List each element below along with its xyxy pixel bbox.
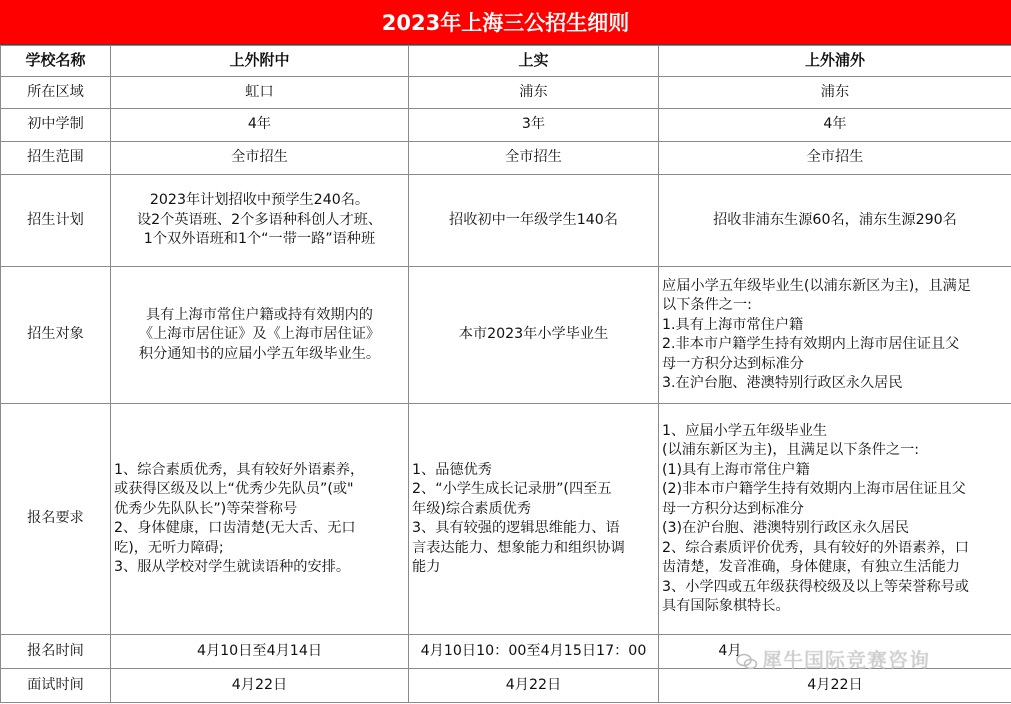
cell-scope-2: 全市招生: [409, 142, 659, 175]
text-line: 2、“小学生成长记录册”(四至五: [412, 481, 612, 497]
cell-requirements-1: [111, 404, 409, 635]
text-line: 母一方积分达到标准分: [662, 355, 804, 372]
row-area: [1, 77, 1011, 109]
row-target: [1, 267, 1011, 404]
text-line: (1)具有上海市常住户籍: [662, 461, 810, 478]
sheet-title: 2023年上海三公招生细则: [0, 0, 1011, 45]
header-school-name: 学校名称: [1, 46, 111, 77]
label-plan: 招生计划: [1, 175, 111, 267]
header-school-3: 上外浦外: [659, 46, 1011, 77]
row-plan: [1, 175, 1011, 267]
cell-scope-3: 全市招生: [659, 142, 1011, 175]
text-line: 1、应届小学五年级毕业生: [662, 422, 828, 439]
text-line: 1.具有上海市常住户籍: [662, 316, 804, 333]
text-line: 或获得区级及以上“优秀少先队员”(或": [114, 481, 354, 497]
cell-requirements-2: [409, 404, 659, 635]
cell-years-1: 4年: [111, 109, 409, 142]
text-line: 以下条件之一:: [662, 297, 752, 313]
text-line: 应届小学五年级毕业生(以浦东新区为主)，且满足: [662, 277, 972, 294]
text-line: 1、品德优秀: [412, 461, 492, 478]
watermark-text: 犀牛国际竞赛咨询: [762, 648, 930, 672]
text-line: 设2个英语班、2个多语种科创人才班、: [136, 211, 383, 228]
cell-target-1: [111, 267, 409, 404]
label-scope: 招生范围: [1, 142, 111, 175]
cell-plan-2: 招收初中一年级学生140名: [409, 175, 659, 267]
text-line: 母一方积分达到标准分: [662, 500, 804, 517]
cell-years-3: 4年: [659, 109, 1011, 142]
row-interview-time: [1, 669, 1011, 703]
label-interview-time: 面试时间: [1, 669, 111, 703]
text-line: 吃)，无听力障碍;: [114, 539, 224, 556]
cell-interview-time-3: 4月22日: [659, 669, 1011, 703]
text-line: 能力: [412, 559, 441, 575]
text-line: 优秀少先队队长”)等荣誉称号: [114, 500, 298, 517]
cell-scope-1: 全市招生: [111, 142, 409, 175]
cell-signup-time-2: 4月10日10：00至4月15日17：00: [409, 635, 659, 669]
cell-requirements-3: [659, 404, 1011, 635]
cell-area-1: 虹口: [111, 77, 409, 109]
label-area: 所在区域: [1, 77, 111, 109]
text-line: 3、服从学校对学生就读语种的安排。: [114, 559, 351, 575]
cell-signup-time-1: 4月10日至4月14日: [111, 635, 409, 669]
cell-interview-time-1: 4月22日: [111, 669, 409, 703]
text-line: 1、综合素质优秀，具有较好外语素养，: [114, 461, 365, 478]
text-line: 2023年计划招收中预学生240名。: [149, 192, 370, 209]
label-years: 初中学制: [1, 109, 111, 142]
wechat-icon: [736, 653, 758, 671]
text-line: 2.非本市户籍学生持有效期内上海市居住证且父: [662, 336, 960, 352]
text-line: 言表达能力、想象能力和组织协调: [412, 539, 625, 556]
text-line: 3、具有较强的逻辑思维能力、语: [412, 520, 620, 536]
cell-years-2: 3年: [409, 109, 659, 142]
text-line: 《上海市居住证》及《上海市居住证》: [138, 326, 381, 343]
text-line: 2、身体健康，口齿清楚(无大舌、无口: [114, 520, 356, 536]
text-line: 2、综合素质评价优秀，具有较好的外语素养，口: [662, 539, 969, 556]
header-school-1: 上外附中: [111, 46, 409, 77]
text-line: 齿清楚，发音准确，身体健康，有独立生活能力: [662, 559, 960, 575]
label-signup-time: 报名时间: [1, 635, 111, 669]
cell-target-2: 本市2023年小学毕业生: [409, 267, 659, 404]
row-years: [1, 109, 1011, 142]
cell-plan-3: 招收非浦东生源60名，浦东生源290名: [659, 175, 1011, 267]
cell-area-3: 浦东: [659, 77, 1011, 109]
label-requirements: 报名要求: [1, 404, 111, 635]
row-requirements: [1, 404, 1011, 635]
text-line: 3、小学四或五年级获得校级及以上等荣誉称号或: [662, 578, 969, 595]
cell-target-3: [659, 267, 1011, 404]
text-line: 3.在沪台胞、港澳特别行政区永久居民: [662, 375, 903, 391]
row-scope: [1, 142, 1011, 175]
text-line: 具有国际象棋特长。: [662, 598, 790, 614]
watermark: [736, 644, 930, 673]
text-line: (以浦东新区为主)，且满足以下条件之一:: [662, 442, 920, 458]
header-row: [1, 46, 1011, 77]
cell-interview-time-2: 4月22日: [409, 669, 659, 703]
admission-table: [0, 45, 1011, 703]
text-line: 具有上海市常住户籍或持有效期内的: [145, 306, 373, 323]
text-line: (3)在沪台胞、港澳特别行政区永久居民: [662, 520, 910, 536]
text-line: 年级)综合素质优秀: [412, 500, 532, 517]
text-line: (2)非本市户籍学生持有效期内上海市居住证且父: [662, 481, 966, 497]
cell-area-2: 浦东: [409, 77, 659, 109]
signup-time-partial: 4月: [718, 642, 742, 659]
text-line: 积分通知书的应届小学五年级毕业生。: [138, 345, 381, 362]
cell-plan-1: [111, 175, 409, 267]
header-school-2: 上实: [409, 46, 659, 77]
text-line: 1个双外语班和1个“一带一路”语种班: [143, 231, 376, 248]
label-target: 招生对象: [1, 267, 111, 404]
